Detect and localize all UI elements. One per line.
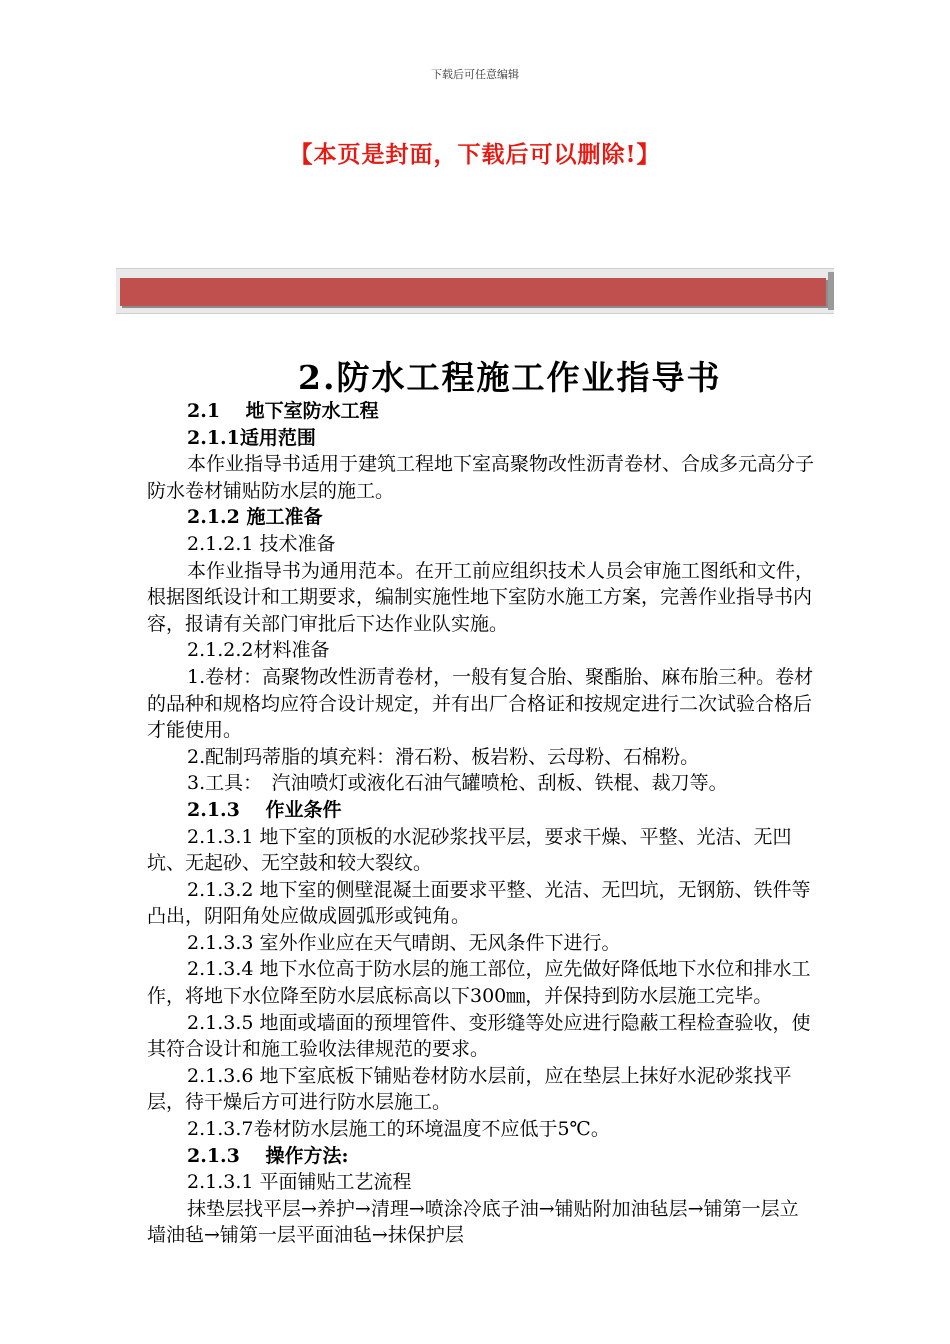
paragraph-scope: 本作业指导书适用于建筑工程地下室高聚物改性沥青卷材、合成多元高分子防水卷材铺贴防水层的施工。 bbox=[147, 453, 815, 502]
paragraph-condition-7: 2.1.3.7卷材防水层施工的环境温度不应低于5℃。 bbox=[187, 1118, 610, 1141]
subheading-2-1-2-2: 2.1.2.2材料准备 bbox=[187, 639, 330, 662]
paragraph-condition-3: 2.1.3.3 室外作业应在天气晴朗、无风条件下进行。 bbox=[187, 931, 621, 954]
heading-2-1-3-methods: 2.1.3 操作方法: bbox=[187, 1144, 349, 1167]
paragraph-material-2: 2.配制玛蒂脂的填充料：滑石粉、板岩粉、云母粉、石棉粉。 bbox=[187, 745, 700, 768]
paragraph-material-3: 3.工具： 汽油喷灯或液化石油气罐喷枪、刮板、铁棍、裁刀等。 bbox=[187, 772, 728, 795]
paragraph-condition-5: 2.1.3.5 地面或墙面的预埋管件、变形缝等处应进行隐蔽工程检查验收，使其符合设计和施工验收法律规范的要求。 bbox=[147, 1011, 811, 1061]
paragraph-technical-prep: 本作业指导书为通用范本。在开工前应组织技术人员会审施工图纸和文件，根据图纸设计和工期要求，编制实施性地下室防水施工方案，完善作业指导书内容，报请有关部门审批后下达作业队实施。 bbox=[147, 559, 815, 635]
document-title: 2.防水工程施工作业指导书 bbox=[298, 358, 722, 397]
paragraph-material-1: 1.卷材：高聚物改性沥青卷材，一般有复合胎、聚酯胎、麻布胎三种。卷材的品种和规格均应符合设计规定，并有出厂合格证和按规定进行二次试验合格后才能使用。 bbox=[147, 665, 814, 742]
cover-notice: 【本页是封面，下载后可以删除!】 bbox=[289, 141, 661, 168]
heading-2-1-1: 2.1.1适用范围 bbox=[187, 426, 316, 449]
paragraph-condition-4: 2.1.3.4 地下水位高于防水层的施工部位，应先做好降低地下水位和排水工作，将地下水位降至防水层底标高以下300㎜，并保持到防水层施工完毕。 bbox=[147, 958, 811, 1008]
header-note: 下载后可任意编辑 bbox=[431, 68, 519, 81]
decorative-banner-edge bbox=[828, 272, 834, 310]
decorative-banner-bar bbox=[120, 278, 826, 306]
heading-2-1-3-conditions: 2.1.3 作业条件 bbox=[187, 798, 342, 821]
paragraph-condition-1: 2.1.3.1 地下室的顶板的水泥砂浆找平层，要求干燥、平整、光洁、无凹坑、无起砂、无空鼓和较大裂纹。 bbox=[147, 825, 792, 875]
heading-2-1-2: 2.1.2 施工准备 bbox=[187, 506, 323, 529]
paragraph-condition-6: 2.1.3.6 地下室底板下铺贴卷材防水层前，应在垫层上抹好水泥砂浆找平层，待干燥后方可进行防水层施工。 bbox=[147, 1064, 792, 1114]
subheading-2-1-2-1: 2.1.2.1 技术准备 bbox=[187, 532, 336, 555]
subheading-2-1-3-1: 2.1.3.1 平面铺贴工艺流程 bbox=[187, 1171, 412, 1194]
paragraph-process-flow: 抹垫层找平层→养护→清理→喷涂冷底子油→铺贴附加油毡层→铺第一层立墙油毡→铺第一层平面油毡→抹保护层 bbox=[147, 1197, 799, 1247]
heading-2-1: 2.1 地下室防水工程 bbox=[187, 400, 379, 422]
paragraph-condition-2: 2.1.3.2 地下室的侧壁混凝土面要求平整、光洁、无凹坑，无钢筋、铁件等凸出，阴阳角处应做成圆弧形或钝角。 bbox=[147, 878, 811, 928]
document-body bbox=[147, 398, 815, 1249]
